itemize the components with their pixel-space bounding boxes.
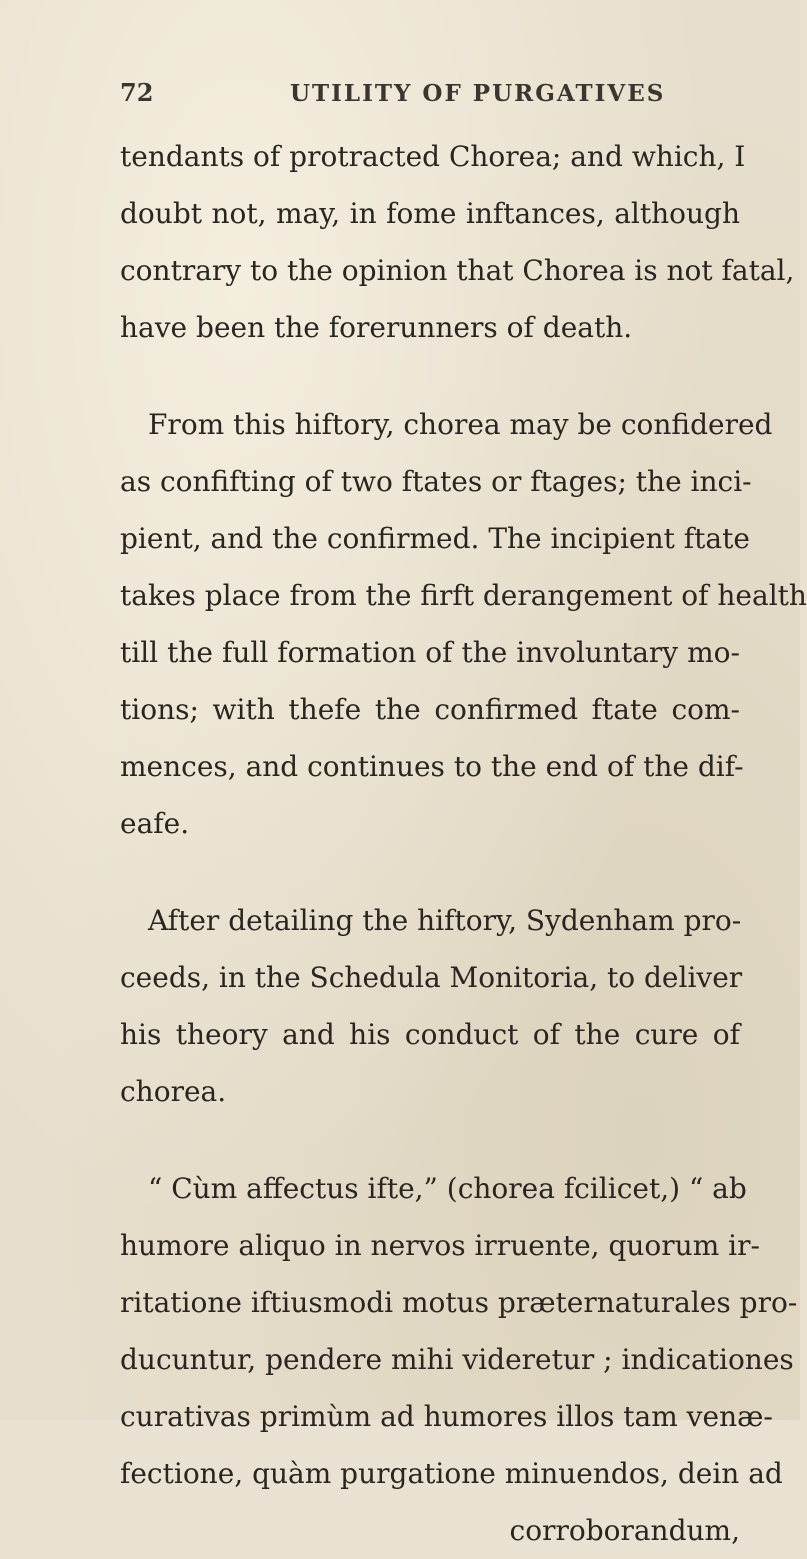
paragraph-gap [120,852,740,892]
text-line: takes place from the firft derangement of health [120,579,807,612]
text-line: tions; with thefe the confirmed ftate com- [120,693,740,726]
text-line: ritatione iftiusmodi motus præternaturales pro- [120,1286,798,1319]
paragraph-1 [120,128,795,356]
text-line: From this hiftory, chorea may be confidered [148,408,773,441]
running-title: UTILITY OF PURGATIVES [290,80,666,107]
text-line: chorea. [120,1075,227,1108]
running-head [120,78,666,114]
paragraph-gap [120,356,740,396]
text-line: have been the forerunners of death. [120,311,633,344]
text-line: fectione, quàm purgatione minuendos, dein ad [120,1457,783,1490]
paragraph-4 [120,1160,798,1559]
paragraph-gap [120,1120,740,1160]
text-line: till the full formation of the involuntary mo- [120,636,740,669]
text-line: curativas primùm ad humores illos tam venæ- [120,1400,773,1433]
page-number: 72 [120,78,154,107]
text-line: contrary to the opinion that Chorea is not fatal, [120,254,795,287]
paragraph-2 [120,396,807,852]
catchword: corroborandum, [509,1514,740,1547]
body-text [120,128,807,1559]
text-line: his theory and his conduct of the cure of [120,1018,740,1051]
text-line: “ Cùm affectus ifte,” (chorea fcilicet,) “ ab [148,1172,747,1205]
text-line: ceeds, in the Schedula Monitoria, to deliver [120,961,743,994]
text-line: doubt not, may, in fome inftances, although [120,197,740,230]
text-line: as confifting of two ftates or ftages; the inci- [120,465,752,498]
text-line: ducuntur, pendere mihi videretur ; indicationes [120,1343,794,1376]
text-line: humore aliquo in nervos irruente, quorum ir- [120,1229,760,1262]
text-line: pient, and the confirmed. The incipient ftate [120,522,750,555]
paragraph-3 [120,892,743,1120]
text-line: tendants of protracted Chorea; and which, I [120,140,746,173]
text-line: mences, and continues to the end of the dif- [120,750,744,783]
text-line: After detailing the hiftory, Sydenham pro- [148,904,742,937]
text-line: eafe. [120,807,190,840]
